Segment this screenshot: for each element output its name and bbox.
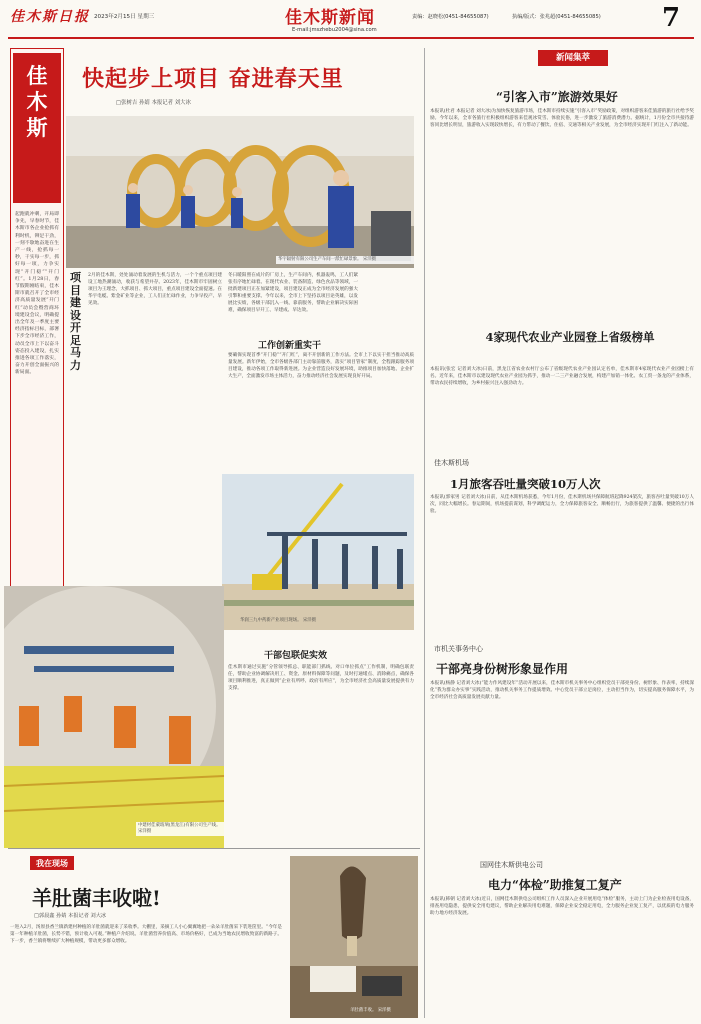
- issue-date: 2023年2月15日 星期三: [94, 14, 155, 20]
- brief-1-headline: “引客入市”旅游效果好: [496, 90, 618, 104]
- field-report-headline: 羊肚菌丰收啦!: [32, 886, 161, 910]
- brief-3-headline: 1月旅客吞吐量突破10万人次: [450, 477, 601, 491]
- brief-2-headline: 4家现代农业产业园登上省级榜单: [485, 330, 655, 344]
- page-number: 7: [662, 3, 681, 33]
- robot-line-photo-caption: 中建材佳蒙玻璃(黑龙江)有限公司生产线。 宋洋摄: [136, 822, 224, 836]
- brief-4-headline: 干部亮身份树形象显作用: [436, 662, 569, 676]
- commentary-title-box: [13, 53, 61, 203]
- commentary-body: 起跑就冲刺，开局即争先，早春时节，佳木斯市各企业抢抓有利时机，铆足干劲，一刻不歇地奋进在生产一线，抢抓每一秒，干实每一步，抓好每一项，力争实现“开门稳”“开门红”。1月28日，春节假期刚结束，佳木斯市就召开了全市经济高质量发展“开门红”动员会暨营商环境建设会议，明确提出全年及一季度主要经济指标目标，部署下步全市经济工作，动员全市上下以奋斗姿态投入建设，扎实推进各项工作落实，奋力开创全面振兴的新局面。: [15, 212, 59, 376]
- briefs-column-rule: [424, 48, 425, 1018]
- editor-credit: 责编：赵晓松(0451-84655087): [412, 14, 489, 20]
- lead-byline: □张树吉 孙婧 本报记者 刘大冰: [116, 100, 191, 106]
- field-report-body: 一进入2月，汤原县香兰镇新建村种植的羊肚菌就迎来了采收季。大棚里，采摘工人小心翼翼地把一朵朵羊肚菌采下装进筐里。“今年是第一年种植羊肚菌，长势不错，预计收入可观。”种植户介绍说。羊肚菌营养价值高、市场价格好，已成为当地农民增收致富的新路子。下一步，香兰镇将继续扩大种植规模，带动更多群众增收。: [10, 925, 282, 945]
- brief-3-kicker: 佳木斯机场: [434, 459, 469, 467]
- construction-photo-caption: 华润三九中药新产业项目现场。 宋洋摄: [240, 618, 317, 623]
- field-report-byline: □郭晨鑫 孙婧 本报记者 刘大冰: [34, 913, 107, 919]
- brief-4-kicker: 市机关事务中心: [434, 645, 483, 653]
- lead-side-title: 项目建设开足马力: [70, 271, 81, 372]
- section3-title: 干部包联促实效: [264, 651, 328, 661]
- paper-name: 佳木斯日报: [10, 9, 90, 25]
- brief-5-body: 本报讯(韩朝 记者刘大冰)近日，国网佳木斯供电公司组织工作人员深入企业开展用电“体检”服务，主动上门为企业检查用电设备，排查用电隐患，提供安全用电建议，帮助企业解决用电难题，保障企业安全稳定用电，全力服务企业复工复产，以优质的电力服务助力地方经济发展。: [430, 897, 694, 917]
- brief-4-body: 本报讯(杨静 记者刘大冰)“能力作风建设年”活动开展以来，佳木斯市机关事务中心组织党员干部亮身份、树形象、作表率，持续深化“我为群众办实事”实践活动，推动机关事务工作提质增效。中心党员干部立足岗位，主动担当作为，切实提高服务保障水平，为全市经济社会高质量发展贡献力量。: [430, 681, 694, 701]
- brief-3-body: 本报讯(郭家男 记者刘大冰)日前，从佳木斯机场获悉，今年1月份，佳木斯机场共保障航班起降924架次，旅客吞吐量突破10万人次，同比大幅增长。春运期间，机场提前谋划，科学调配运力，全力保障旅客安全、顺畅出行，为旅客提供了温馨、便捷的出行体验。: [430, 495, 694, 515]
- masthead: [0, 0, 701, 44]
- morel-photo-image: [290, 856, 418, 1018]
- section-title: 佳木斯新闻: [285, 8, 375, 28]
- morel-photo: [290, 856, 418, 1018]
- robot-line-photo: [4, 586, 224, 848]
- lead-body-part1: 2月的佳木斯，处处涌动着发展的生机与活力，一个个重点项目建设工地热潮涌动，收获与希望并存。2023年，佳木斯市牢固树立项目为王理念，大抓项目、抓大项目，重点项目建设全面提速。在华宇电缆、紫金矿业等企业，工人们正忙碌作业，力争早投产、早见效。: [88, 273, 222, 307]
- robot-line-photo-image: [4, 586, 224, 848]
- factory-photo-image: [66, 116, 414, 268]
- masthead-rule: [8, 37, 694, 39]
- briefs-header-label: 新闻集萃: [555, 53, 590, 63]
- section2-body: 要确保实现首季“开门稳”“开门红”，离不开创新的工作方法。全市上下以实干担当推动高质量发展。新年伊始，全市各级各部门主动靠前服务，落实“项目管家”制度，全程跟踪服务项目建设，推动各项工作取得新进展。为企业营造良好发展环境，助推项目加快落地、企业扩大生产，全面激发市场主体活力，奋力推动经济社会发展实现良好开局。: [228, 353, 414, 380]
- proof-credit: 执编/版式：张兆超(0451-84655085): [512, 14, 601, 20]
- section2-title: 工作创新重实干: [258, 341, 322, 351]
- email: E-mail:jmszhebu2004@sina.com: [292, 27, 377, 33]
- construction-photo-image: [222, 474, 414, 630]
- brief-1-body: 本报讯(杜君 本报记者 刘大冰)为加快恢复旅游市场，佳木斯市持续实施“引客入市”奖励政策，对组织游客来佳旅游的旅行社给予奖励。今年以来，全市各旅行社积极组织游客来佳观冰赏雪、体验民俗，进一步激发了旅游消费潜力。据统计，1月份全市共接待游客同比增长明显，旅游收入实现较快增长，有力带动了餐饮、住宿、交通等相关产业发展，为全市经济实现开门红注入了新动能。: [430, 109, 694, 129]
- factory-photo-caption: 华宇辐射有限公司生产车间一派忙碌景象。 宋洋摄: [276, 256, 414, 264]
- field-report-divider: [8, 848, 420, 849]
- commentary-column: [10, 48, 64, 620]
- field-report-tag: [30, 856, 74, 870]
- section3-body: 佳木斯市通过实施“分管领导抓总、职能部门抓线、对口单位抓点”工作机制，明确包联责任，帮助企业协调解决用工、资金、原材料保障等问题，及时打通堵点、消除痛点，确保各项目顺利推进，真正做到“企业有所呼、政府有所应”，为全市经济社会高质量发展提供有力支撑。: [228, 665, 414, 692]
- construction-photo: [222, 474, 414, 630]
- brief-5-kicker: 国网佳木斯供电公司: [480, 861, 543, 869]
- lead-headline: 快起步上项目 奋进春天里: [82, 66, 344, 92]
- factory-photo: [66, 116, 414, 268]
- briefs-header: [538, 50, 608, 66]
- brief-2-body: 本报讯(张宏 记者刘大冰)日前，黑龙江省农业农村厅公布了省级现代农业产业园认定名单，佳木斯市4家现代农业产业园榜上有名。近年来，佳木斯市以建设现代农业产业园为抓手，推动一二三产业融合发展，构建产加销一体化、农工贸一条龙的产业体系，带动农民持续增收，为乡村振兴注入强劲动力。: [430, 367, 694, 387]
- commentary-title: 佳木斯: [26, 63, 48, 140]
- morel-photo-caption: 羊肚菌丰收。 宋洋摄: [350, 1008, 391, 1013]
- lead-body-part2: 冬日暖阳照在成片的厂房上，生产车间内，机器轰鸣，工人们紧张有序地忙碌着。在现代农业、装备制造、绿色食品等领域，一批新建项目正在加紧建设，项目建设正成为全市经济发展的强大引擎和重要支撑。今年以来，全市上下坚持以项目论英雄，以发展比实绩，各级干部沉入一线、靠前服务，帮助企业解决实际困难，确保项目早开工、早建成、早达效。: [228, 273, 358, 314]
- field-report-tag-text: 我在现场: [36, 858, 68, 868]
- brief-5-headline: 电力“体检”助推复工复产: [488, 878, 622, 892]
